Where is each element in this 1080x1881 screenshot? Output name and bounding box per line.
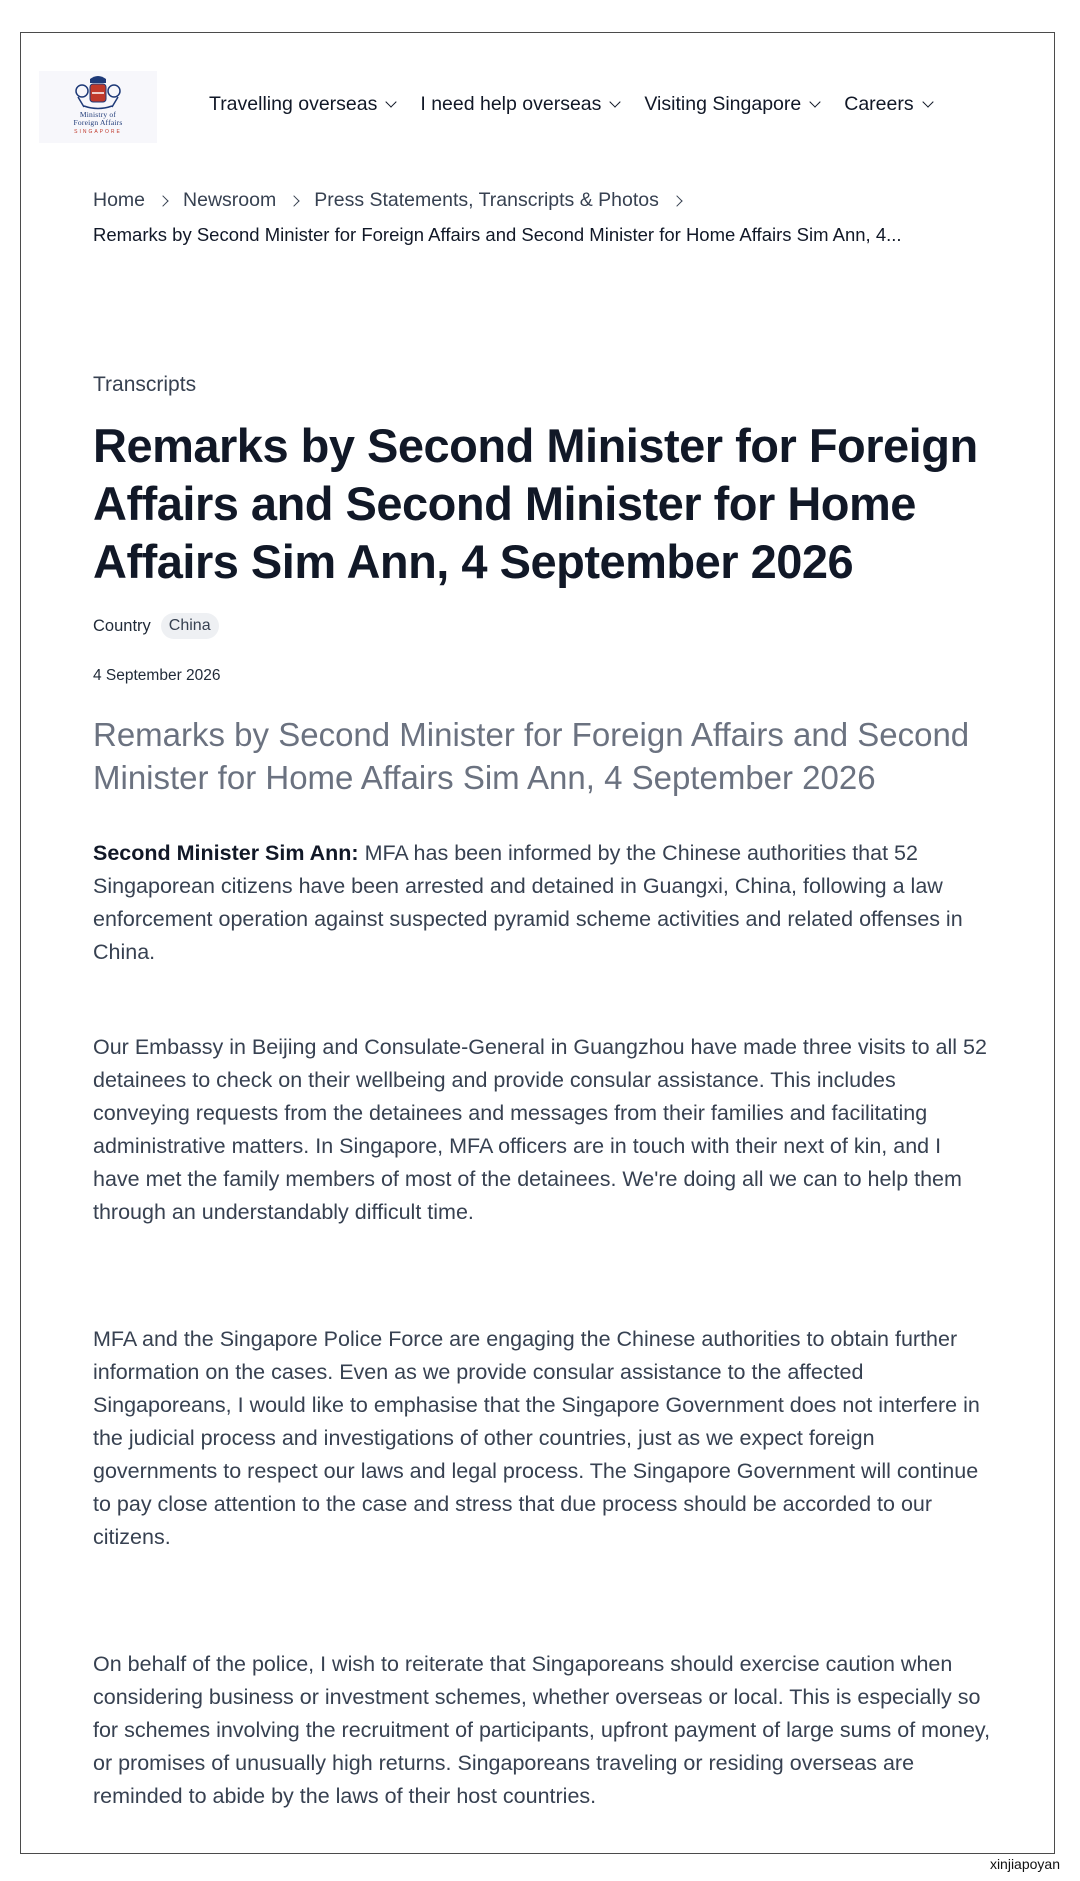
chevron-down-icon bbox=[386, 96, 397, 107]
logo-line-3: SINGAPORE bbox=[74, 129, 122, 135]
logo-line-1: Ministry of bbox=[79, 110, 117, 119]
paragraph-text: MFA has been informed by the Chinese authorities that 52 Singaporean citizens have been arrested and detained in Guangxi, China, following a law enforcement operation against suspected pyramid scheme activities and related offenses in China. bbox=[93, 841, 963, 964]
main-nav bbox=[209, 93, 957, 116]
article-paragraph: Our Embassy in Beijing and Consulate-General in Guangzhou have made three visits to all 52 detainees to check on their wellbeing and provide consular assistance. This includes conveying requests from the detainees and messages from their families and facilitating administrative matters. In Singapore, MFA officers are in touch with their next of kin, and I have met the family members of most of the detainees. We're doing all we can to help them through an understandably difficult time. bbox=[93, 1035, 987, 1224]
mfa-logo[interactable] bbox=[39, 71, 157, 143]
country-label: Country bbox=[93, 616, 151, 635]
nav-label: I need help overseas bbox=[420, 93, 602, 115]
article-paragraph bbox=[93, 837, 993, 969]
article-category: Transcripts bbox=[93, 373, 197, 396]
chevron-right-icon bbox=[289, 195, 300, 206]
article-paragraph: On behalf of the police, I wish to reiterate that Singaporeans should exercise caution when considering business or investment schemes, whether overseas or local. This is especially so for schemes involving the recruitment of participants, upfront payment of large sums of money, or promises of unusually high returns. Singaporeans traveling or residing overseas are reminded to abide by the laws of their host countries. bbox=[93, 1652, 991, 1808]
nav-careers[interactable] bbox=[844, 93, 931, 116]
page-title: Remarks by Second Minister for Foreign Affairs and Second Minister for Home Affairs Sim Ann, 4 September 2026 bbox=[93, 419, 978, 588]
coat-of-arms-icon bbox=[72, 73, 124, 111]
speaker-label: Second Minister Sim Ann: bbox=[93, 841, 359, 865]
nav-visiting-singapore[interactable] bbox=[644, 93, 819, 116]
article-paragraph: MFA and the Singapore Police Force are engaging the Chinese authorities to obtain further information on the cases. Even as we provide consular assistance to the affected Singaporeans, I would like to emphasise that the Singapore Government does not interfere in the judicial process and investigations of other countries, just as we expect foreign governments to respect our laws and legal process. The Singapore Government will continue to pay close attention to the case and stress that due process should be accorded to our citizens. bbox=[93, 1327, 980, 1549]
chevron-down-icon bbox=[810, 96, 821, 107]
chevron-right-icon bbox=[157, 195, 168, 206]
site-header bbox=[39, 71, 1054, 143]
breadcrumb-current: Remarks by Second Minister for Foreign Affairs and Second Minister for Home Affairs Sim Ann, 4... bbox=[93, 224, 902, 245]
breadcrumb bbox=[93, 189, 1013, 246]
nav-travelling-overseas[interactable] bbox=[209, 93, 395, 116]
nav-label: Careers bbox=[844, 93, 914, 115]
chevron-down-icon bbox=[922, 96, 933, 107]
chevron-down-icon bbox=[610, 96, 621, 107]
nav-label: Visiting Singapore bbox=[644, 93, 802, 115]
breadcrumb-press-statements[interactable]: Press Statements, Transcripts & Photos bbox=[314, 189, 659, 211]
article-date: 4 September 2026 bbox=[93, 667, 221, 684]
nav-need-help-overseas[interactable] bbox=[420, 93, 619, 116]
page-frame bbox=[20, 32, 1055, 1854]
chevron-right-icon bbox=[671, 195, 682, 206]
article-subtitle: Remarks by Second Minister for Foreign Affairs and Second Minister for Home Affairs Sim Ann, 4 September 2026 bbox=[93, 716, 970, 796]
logo-line-2: Foreign Affairs bbox=[73, 118, 123, 127]
article-meta bbox=[93, 613, 1043, 639]
article bbox=[93, 373, 1043, 1813]
breadcrumb-home[interactable]: Home bbox=[93, 189, 146, 211]
breadcrumb-newsroom[interactable]: Newsroom bbox=[183, 189, 277, 211]
country-tag[interactable]: China bbox=[161, 613, 219, 639]
nav-label: Travelling overseas bbox=[209, 93, 378, 115]
watermark: xinjiapoyan bbox=[989, 1856, 1060, 1872]
